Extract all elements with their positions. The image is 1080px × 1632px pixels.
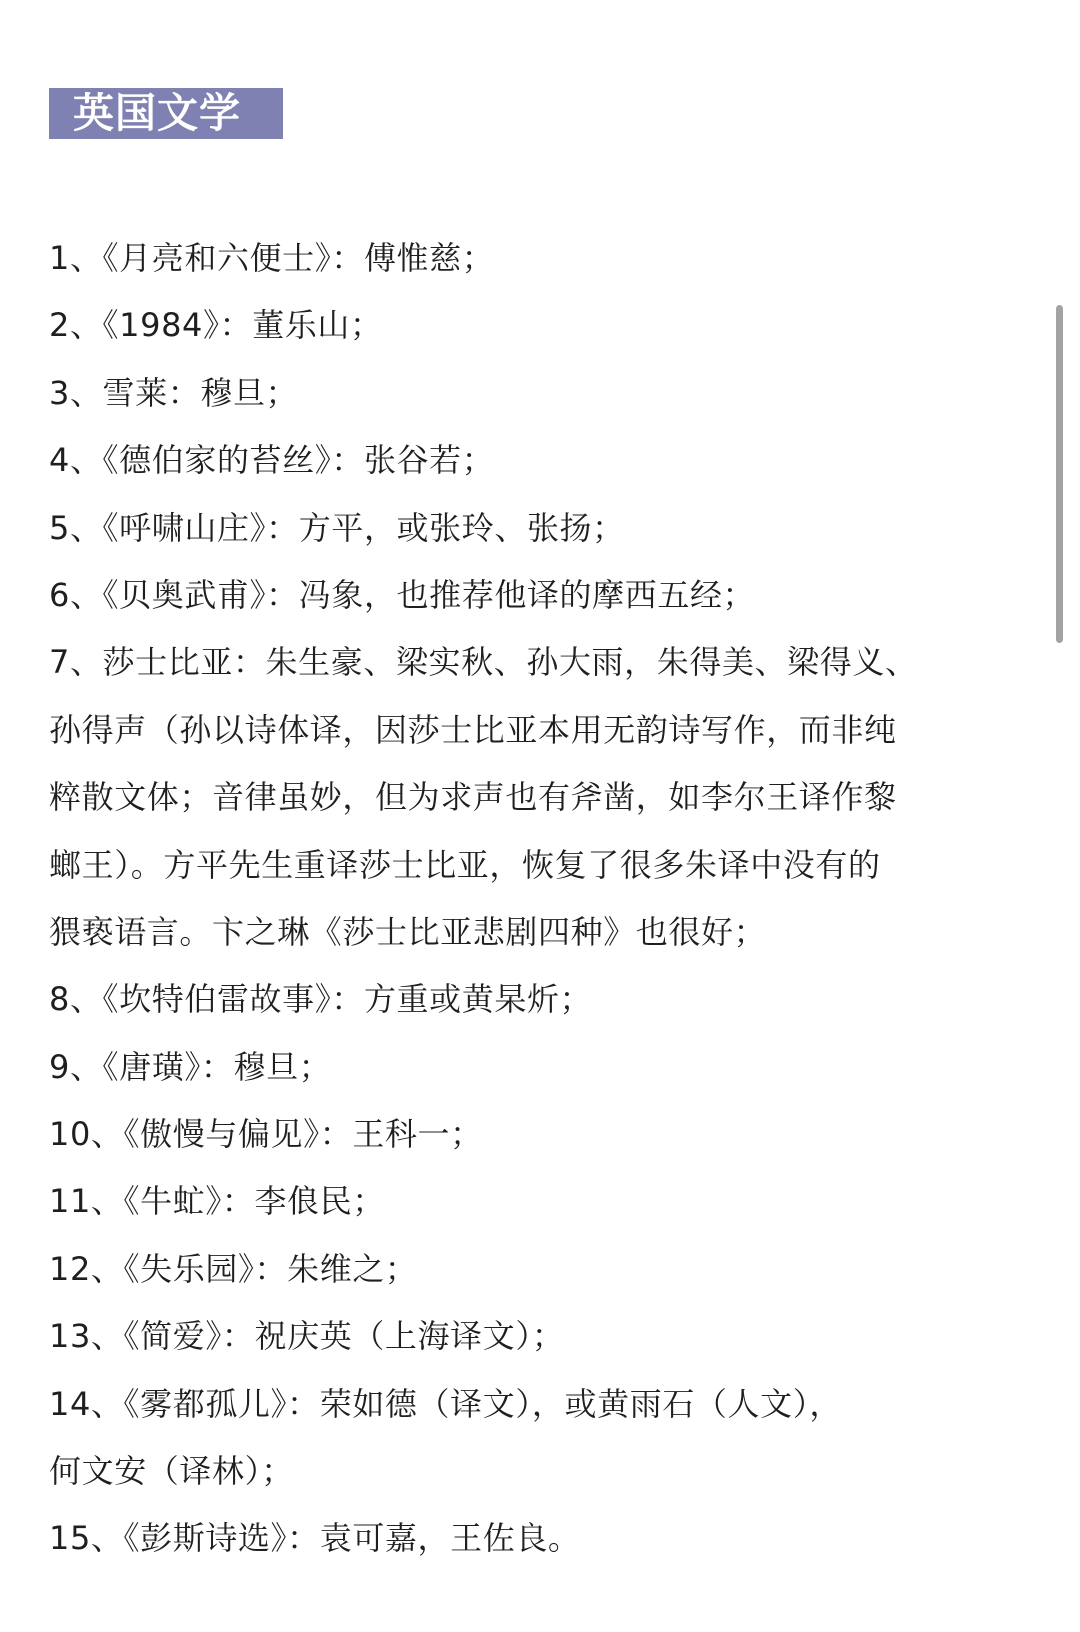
- list-line: 14、《雾都孤儿》：荣如德（译文），或黄雨石（人文），: [49, 1384, 842, 1423]
- section-title: 英国文学: [49, 88, 283, 139]
- vertical-scrollbar[interactable]: [1056, 305, 1063, 643]
- list-line: 猥亵语言。卞之琳《莎士比亚悲剧四种》也很好；: [49, 912, 767, 951]
- list-line: 5、《呼啸山庄》：方平，或张玲、张扬；: [49, 508, 625, 547]
- list-line: 9、《唐璜》：穆旦；: [49, 1047, 332, 1086]
- list-line: 2、《1984》：董乐山；: [49, 306, 383, 345]
- list-line: 6、《贝奥武甫》：冯象，也推荐他译的摩西五经；: [49, 575, 756, 614]
- list-line: 11、《牛虻》：李俍民；: [49, 1182, 385, 1221]
- list-line: 4、《德伯家的苔丝》：张谷若；: [49, 441, 495, 480]
- list-line: 孙得声（孙以诗体译，因莎士比亚本用无韵诗写作，而非纯: [49, 710, 897, 749]
- list-line: 15、《彭斯诗选》：袁可嘉，王佐良。: [49, 1519, 581, 1558]
- list-line: 13、《简爱》：祝庆英（上海译文）；: [49, 1317, 565, 1356]
- list-line: 8、《坎特伯雷故事》：方重或黄杲炘；: [49, 980, 593, 1019]
- book-list: [49, 225, 1009, 1573]
- list-line: 10、《傲慢与偏见》：王科一；: [49, 1115, 483, 1154]
- list-line: 1、《月亮和六便士》：傅惟慈；: [49, 239, 495, 277]
- list-line: 7、莎士比亚：朱生豪、梁实秋、孙大雨，朱得美、梁得义、: [49, 643, 918, 682]
- list-line: 粹散文体；音律虽妙，但为求声也有斧凿，如李尔王译作黎: [49, 778, 897, 817]
- list-line: 12、《失乐园》：朱维之；: [49, 1249, 418, 1288]
- list-line: 螂王）。方平先生重译莎士比亚，恢复了很多朱译中没有的: [49, 845, 881, 884]
- list-line: 何文安（译林）；: [49, 1452, 294, 1491]
- list-line: 3、雪莱：穆旦；: [49, 373, 299, 412]
